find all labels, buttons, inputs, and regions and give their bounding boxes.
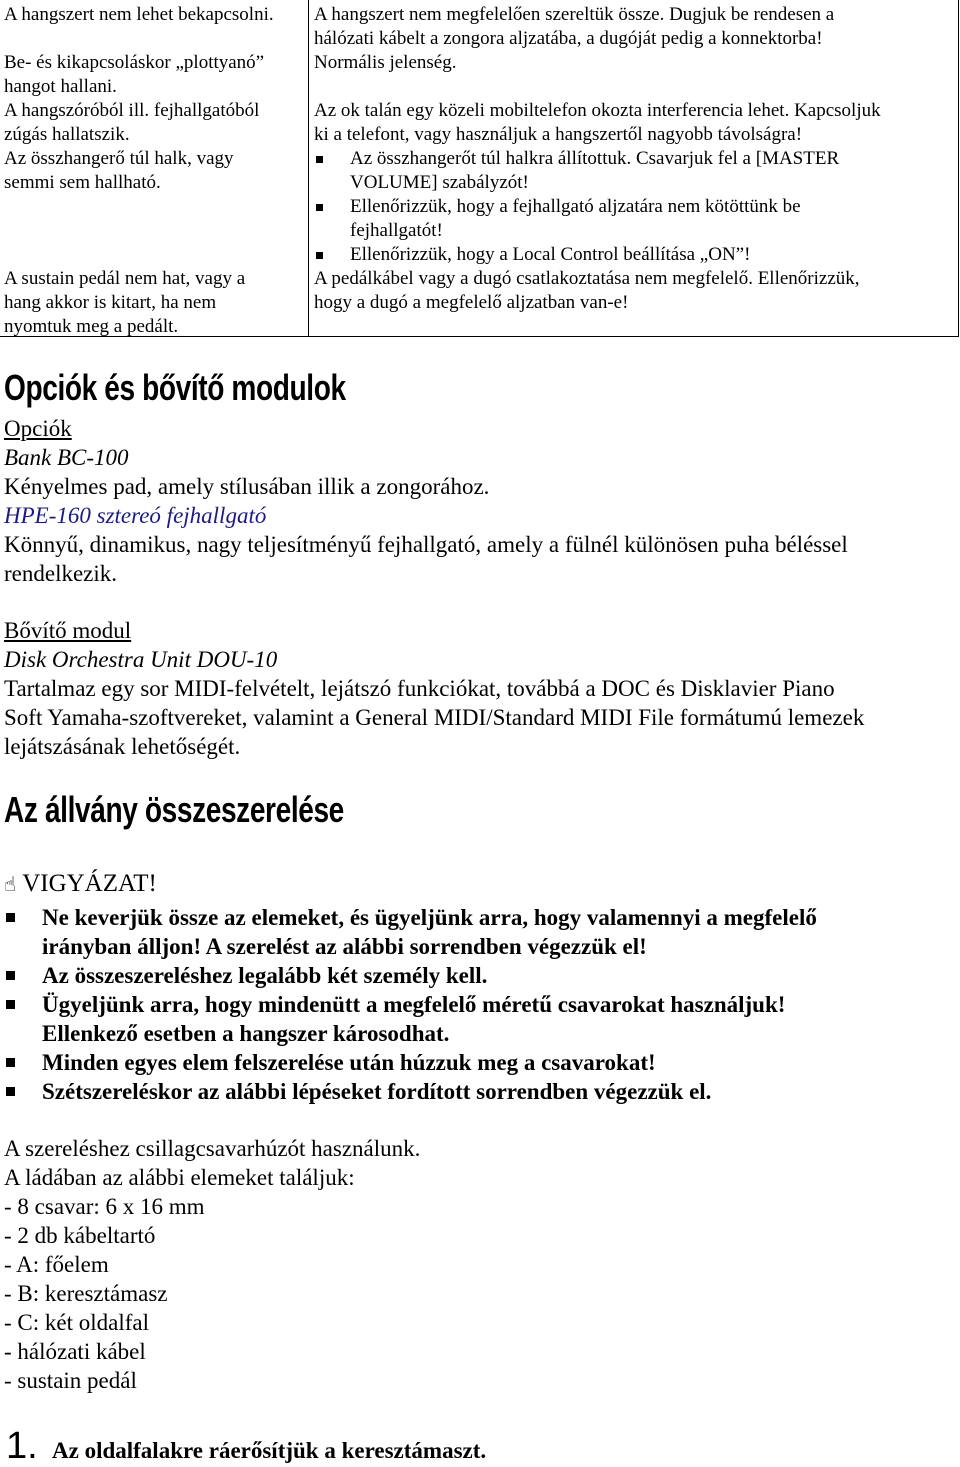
option-desc-headphones: Könnyű, dinamikus, nagy teljesítményű fejhallgató, amely a fülnél különösen puha béléssel (4, 532, 848, 557)
options-label: Opciók (4, 416, 72, 441)
caution-item: irányban álljon! A szerelést az alábbi sorrendben végezzük el! (42, 934, 647, 959)
solution-bullet-text: fejhallgatót! (350, 220, 443, 241)
problem-text: A hangszert nem lehet bekapcsolni. (4, 4, 274, 25)
box-item: - C: két oldalfal (4, 1310, 149, 1335)
caution-title (4, 868, 157, 900)
box-intro: A ládában az alábbi elemeket találjuk: (4, 1165, 355, 1190)
solution-bullet-text: Ellenőrizzük, hogy a Local Control beállítása „ON”! (350, 244, 751, 265)
box-item: - B: keresztámasz (4, 1281, 168, 1306)
solution-text: Az ok talán egy közeli mobiltelefon okozta interferencia lehet. Kapcsoljuk (314, 100, 881, 121)
solution-text: A hangszert nem megfelelően szereltük össze. Dugjuk be rendesen a (314, 4, 835, 25)
caution-item: Az összeszereléshez legalább két személy kell. (42, 963, 488, 988)
box-item: - sustain pedál (4, 1368, 137, 1393)
solution-text: ki a telefont, vagy használjuk a hangszertől nagyobb távolságra! (314, 124, 803, 145)
problem-text: nyomtuk meg a pedált. (4, 316, 179, 337)
solution-bullet-text: Ellenőrizzük, hogy a fejhallgató aljzatára nem kötöttünk be (350, 196, 801, 217)
troubleshooting-table (0, 0, 959, 337)
caution-title-text: VIGYÁZAT! (22, 870, 157, 897)
solution-text: hogy a dugó a megfelelő aljzatban van-e! (314, 292, 629, 313)
bullet-square-icon (6, 971, 15, 980)
problem-text: A sustain pedál nem hat, vagy a (4, 268, 246, 289)
solution-text: Normális jelenség. (314, 52, 457, 73)
table-column-divider (308, 0, 309, 336)
box-item: - 2 db kábeltartó (4, 1223, 156, 1248)
expansion-desc: Soft Yamaha-szoftvereket, valamint a General MIDI/Standard MIDI File formátumú lemezek (4, 705, 865, 730)
caution-item: Minden egyes elem felszerelése után húzzuk meg a csavarokat! (42, 1050, 656, 1075)
problem-text: A hangszóróból ill. fejhallgatóból (4, 100, 260, 121)
assembly-heading: Az állvány összeszerelése (4, 789, 344, 830)
solution-text: hálózati kábelt a zongora aljzatába, a dugóját pedig a konnektorba! (314, 28, 823, 49)
caution-item: Ne keverjük össze az elemeket, és ügyeljünk arra, hogy valamennyi a megfelelő (42, 905, 817, 930)
problem-text: Be- és kikapcsoláskor „plottyanó” (4, 52, 265, 73)
step-text: Az oldalfalakre ráerősítjük a keresztámaszt. (52, 1438, 487, 1463)
option-name-bench: Bank BC-100 (4, 445, 129, 470)
caution-item: Ügyeljünk arra, hogy mindenütt a megfelelő méretű csavarokat használjuk! (42, 992, 786, 1017)
box-item: - 8 csavar: 6 x 16 mm (4, 1194, 205, 1219)
bullet-square-icon (316, 252, 323, 259)
problem-text: zúgás hallatszik. (4, 124, 130, 145)
problem-text: Az összhangerő túl halk, vagy (4, 148, 234, 169)
bullet-square-icon (316, 204, 323, 211)
box-item: - A: főelem (4, 1252, 109, 1277)
expansion-name: Disk Orchestra Unit DOU-10 (4, 647, 278, 672)
step-number: 1. (6, 1425, 38, 1467)
bullet-square-icon (6, 1058, 15, 1067)
option-name-headphones: HPE-160 sztereó fejhallgató (4, 503, 267, 528)
options-heading: Opciók és bővítő modulok (4, 367, 346, 408)
hand-pointing-icon: ☝ (4, 872, 17, 896)
bullet-square-icon (6, 1000, 15, 1009)
box-item: - hálózati kábel (4, 1339, 146, 1364)
expansion-desc: lejátszásának lehetőségét. (4, 734, 241, 759)
expansion-desc: Tartalmaz egy sor MIDI-felvételt, lejátszó funkciókat, továbbá a DOC és Disklavier Piano (4, 676, 835, 701)
caution-item: Ellenkező esetben a hangszer károsodhat. (42, 1021, 450, 1046)
problem-text: hang akkor is kitart, ha nem (4, 292, 217, 313)
bullet-square-icon (6, 913, 15, 922)
problem-text: semmi sem hallható. (4, 172, 161, 193)
tool-note: A szereléshez csillagcsavarhúzót használunk. (4, 1136, 421, 1161)
option-desc-headphones: rendelkezik. (4, 561, 118, 586)
caution-item: Szétszereléskor az alábbi lépéseket fordított sorrendben végezzük el. (42, 1079, 712, 1104)
bullet-square-icon (6, 1087, 15, 1096)
solution-text: A pedálkábel vagy a dugó csatlakoztatása nem megfelelő. Ellenőrizzük, (314, 268, 860, 289)
solution-bullet-text: VOLUME] szabályzót! (350, 172, 529, 193)
problem-text: hangot hallani. (4, 76, 117, 97)
bullet-square-icon (316, 156, 323, 163)
expansion-label: Bővítő modul (4, 618, 132, 643)
option-desc-bench: Kényelmes pad, amely stílusában illik a zongorához. (4, 474, 490, 499)
solution-bullet-text: Az összhangerőt túl halkra állítottuk. Csavarjuk fel a [MASTER (350, 148, 840, 169)
